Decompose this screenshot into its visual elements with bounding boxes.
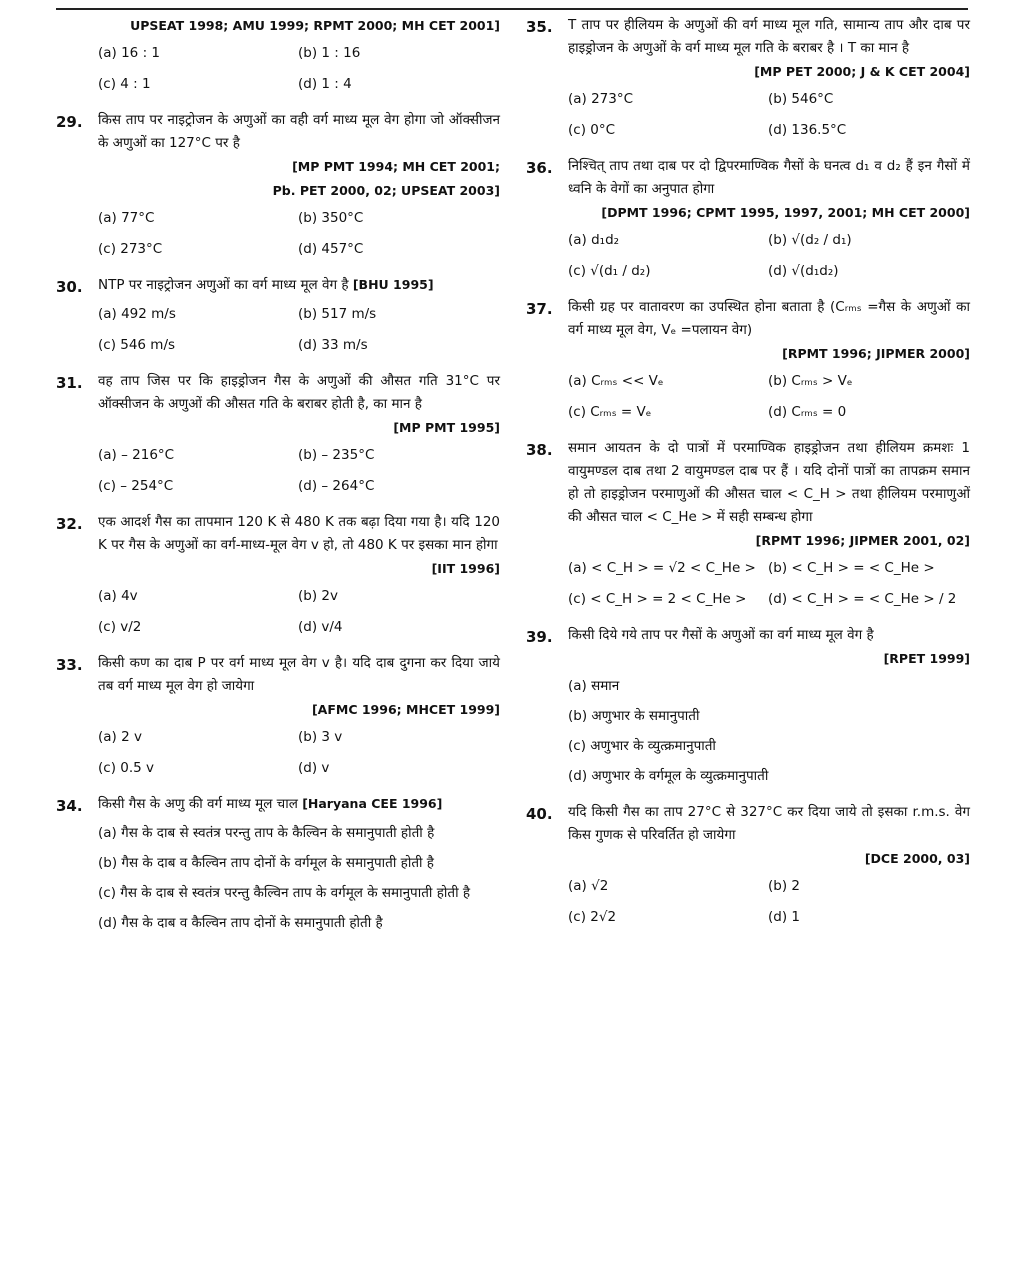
q29-option-c: (c) 273°C — [98, 241, 163, 257]
q31-option-a: (a) – 216°C — [98, 447, 175, 463]
q30-number: 30. — [56, 278, 83, 296]
q40-option-d: (d) 1 — [768, 909, 800, 925]
q35-option-a: (a) 273°C — [568, 91, 634, 107]
q35-text: T ताप पर हीलियम के अणुओं की वर्ग माध्य मूल गति, सामान्य ताप और दाब पर हाइड्रोजन के अणुओं के वर्ग माध्य मूल गति के बराबर है । T का मान है — [568, 17, 970, 56]
q32-option-d: (d) v/4 — [298, 619, 343, 635]
q30-text-row — [98, 274, 500, 297]
q38-option-c: (c) < C_H > = 2 < C_He > — [568, 591, 747, 607]
q29-option-d: (d) 457°C — [298, 241, 364, 257]
q37-source: [RPMT 1996; JIPMER 2000] — [782, 346, 970, 361]
question-29 — [56, 109, 500, 260]
q35-number: 35. — [526, 18, 553, 36]
q29-option-b: (b) 350°C — [298, 210, 364, 226]
q37-option-b: (b) Cᵣₘₛ > Vₑ — [768, 373, 853, 389]
q32-source: [IIT 1996] — [431, 561, 500, 576]
q30-text: NTP पर नाइट्रोजन अणुओं का वर्ग माध्य मूल वेग है — [98, 277, 349, 293]
q34-text-row — [98, 793, 500, 816]
q34-number: 34. — [56, 797, 83, 815]
q37-option-c: (c) Cᵣₘₛ = Vₑ — [568, 404, 652, 420]
left-column — [56, 14, 500, 948]
q38-number: 38. — [526, 441, 553, 459]
q34-option-b: (b) गैस के दाब व कैल्विन ताप दोनों के वर्गमूल के समानुपाती होती है — [98, 855, 434, 871]
q39-source: [RPET 1999] — [883, 651, 970, 666]
q40-text: यदि किसी गैस का ताप 27°C से 327°C कर दिया जाये तो इसका r.m.s. वेग किस गुणक से परिवर्तित हो जायेगा — [568, 804, 970, 843]
q36-option-d: (d) √(d₁d₂) — [768, 263, 839, 279]
right-column — [526, 14, 970, 942]
q33-option-d: (d) v — [298, 760, 330, 776]
q31-option-b: (b) – 235°C — [298, 447, 375, 463]
q29-option-a: (a) 77°C — [98, 210, 155, 226]
q40-option-a: (a) √2 — [568, 878, 609, 894]
q39-option-a: (a) समान — [568, 678, 620, 694]
q33-text: किसी कण का दाब P पर वर्ग माध्य मूल वेग v है। यदि दाब दुगना कर दिया जाये तब वर्ग माध्य मूल वेग हो जायेगा — [98, 655, 500, 694]
q38-option-d: (d) < C_H > = < C_He > / 2 — [768, 591, 957, 607]
q38-option-b: (b) < C_H > = < C_He > — [768, 560, 935, 576]
question-38 — [526, 437, 970, 610]
q37-option-d: (d) Cᵣₘₛ = 0 — [768, 404, 847, 420]
question-32 — [56, 511, 500, 638]
q34-option-d: (d) गैस के दाब व कैल्विन ताप दोनों के समानुपाती होती है — [98, 915, 383, 931]
q28-option-b: (b) 1 : 16 — [298, 45, 361, 61]
q35-option-d: (d) 136.5°C — [768, 122, 847, 138]
q29-text: किस ताप पर नाइट्रोजन के अणुओं का वही वर्ग माध्य मूल वेग होगा जो ऑक्सीजन के अणुओं का 127°C पर है — [98, 112, 500, 151]
q36-text: निश्चित् ताप तथा दाब पर दो द्विपरमाण्विक गैसों के घनत्व d₁ व d₂ हैं इन गैसों में ध्वनि के वेगों का अनुपात होगा — [568, 158, 970, 197]
q29-source-1: [MP PMT 1994; MH CET 2001; — [292, 159, 500, 174]
q30-option-b: (b) 517 m/s — [298, 306, 377, 322]
q38-option-a: (a) < C_H > = √2 < C_He > — [568, 560, 756, 576]
q33-option-a: (a) 2 v — [98, 729, 142, 745]
q31-number: 31. — [56, 374, 83, 392]
q32-option-a: (a) 4v — [98, 588, 138, 604]
q31-text: वह ताप जिस पर कि हाइड्रोजन गैस के अणुओं की औसत गति 31°C पर ऑक्सीजन के अणुओं की औसत गति के बराबर होती है, का मान है — [98, 373, 500, 412]
q38-text: समान आयतन के दो पात्रों में परमाण्विक हाइड्रोजन तथा हीलियम क्रमशः 1 वायुमण्डल दाब तथा 2 वायुमण्डल दाब पर हैं । यदि दोनों पात्रों का तापक्रम समान हो तो हाइड्रोजन परमाणुओं की औसत चाल < C_H > तथा हीलियम परमाणुओं की औसत चाल < C_He > में सही सम्बन्ध होगा — [568, 440, 970, 525]
q30-option-a: (a) 492 m/s — [98, 306, 176, 322]
q33-option-b: (b) 3 v — [298, 729, 343, 745]
q35-option-b: (b) 546°C — [768, 91, 834, 107]
q34-option-c: (c) गैस के दाब से स्वतंत्र परन्तु कैल्विन ताप के वर्गमूल के समानुपाती होती है — [98, 885, 471, 901]
q30-option-d: (d) 33 m/s — [298, 337, 368, 353]
q31-option-c: (c) – 254°C — [98, 478, 174, 494]
q32-option-b: (b) 2v — [298, 588, 338, 604]
q32-text: एक आदर्श गैस का तापमान 120 K से 480 K तक बढ़ा दिया गया है। यदि 120 K पर गैस के अणुओं का वर्ग-माध्य-मूल वेग v हो, तो 480 K पर इसका मान होगा — [98, 514, 500, 553]
q30-option-c: (c) 546 m/s — [98, 337, 176, 353]
q39-option-d: (d) अणुभार के वर्गमूल के व्युत्क्रमानुपाती — [568, 768, 769, 784]
q35-source: [MP PET 2000; J & K CET 2004] — [754, 64, 970, 79]
q39-option-b: (b) अणुभार के समानुपाती — [568, 708, 700, 724]
q40-number: 40. — [526, 805, 553, 823]
q31-option-d: (d) – 264°C — [298, 478, 375, 494]
question-34 — [56, 793, 500, 934]
q36-source: [DPMT 1996; CPMT 1995, 1997, 2001; MH CET 2000] — [601, 205, 970, 220]
q29-source-2: Pb. PET 2000, 02; UPSEAT 2003] — [272, 183, 500, 198]
q35-option-c: (c) 0°C — [568, 122, 616, 138]
q31-source: [MP PMT 1995] — [393, 420, 500, 435]
q39-number: 39. — [526, 628, 553, 646]
q36-number: 36. — [526, 159, 553, 177]
question-33 — [56, 652, 500, 779]
q37-option-a: (a) Cᵣₘₛ << Vₑ — [568, 373, 664, 389]
q32-number: 32. — [56, 515, 83, 533]
question-35 — [526, 14, 970, 141]
q36-option-c: (c) √(d₁ / d₂) — [568, 263, 651, 279]
q33-source: [AFMC 1996; MHCET 1999] — [311, 702, 500, 717]
q32-option-c: (c) v/2 — [98, 619, 142, 635]
q28-option-d: (d) 1 : 4 — [298, 76, 352, 92]
q29-number: 29. — [56, 113, 83, 131]
q39-option-c: (c) अणुभार के व्युत्क्रमानुपाती — [568, 738, 716, 754]
q36-option-b: (b) √(d₂ / d₁) — [768, 232, 852, 248]
q28-option-c: (c) 4 : 1 — [98, 76, 151, 92]
top-rule-left — [56, 8, 968, 10]
q30-source: [BHU 1995] — [352, 277, 434, 292]
question-37 — [526, 296, 970, 423]
q34-source: [Haryana CEE 1996] — [302, 796, 443, 811]
q28-source: UPSEAT 1998; AMU 1999; RPMT 2000; MH CET 2001] — [130, 18, 500, 33]
q39-text: किसी दिये गये ताप पर गैसों के अणुओं का वर्ग माध्य मूल वेग है — [568, 627, 874, 643]
q40-option-c: (c) 2√2 — [568, 909, 617, 925]
q37-text: किसी ग्रह पर वातावरण का उपस्थित होना बताता है (Cᵣₘₛ =गैस के अणुओं का वर्ग माध्य मूल वेग, Vₑ =पलायन वेग) — [568, 299, 970, 338]
question-30 — [56, 274, 500, 356]
q28-option-a: (a) 16 : 1 — [98, 45, 160, 61]
q34-option-a: (a) गैस के दाब से स्वतंत्र परन्तु ताप के कैल्विन के समानुपाती होती है — [98, 825, 435, 841]
question-39 — [526, 624, 970, 787]
q37-number: 37. — [526, 300, 553, 318]
q40-option-b: (b) 2 — [768, 878, 800, 894]
q40-source: [DCE 2000, 03] — [864, 851, 970, 866]
q38-source: [RPMT 1996; JIPMER 2001, 02] — [755, 533, 970, 548]
question-31 — [56, 370, 500, 497]
q33-option-c: (c) 0.5 v — [98, 760, 154, 776]
question-28-tail — [56, 16, 500, 95]
q36-option-a: (a) d₁d₂ — [568, 232, 620, 248]
question-40 — [526, 801, 970, 928]
question-36 — [526, 155, 970, 282]
q33-number: 33. — [56, 656, 83, 674]
q34-text: किसी गैस के अणु की वर्ग माध्य मूल चाल — [98, 796, 298, 812]
